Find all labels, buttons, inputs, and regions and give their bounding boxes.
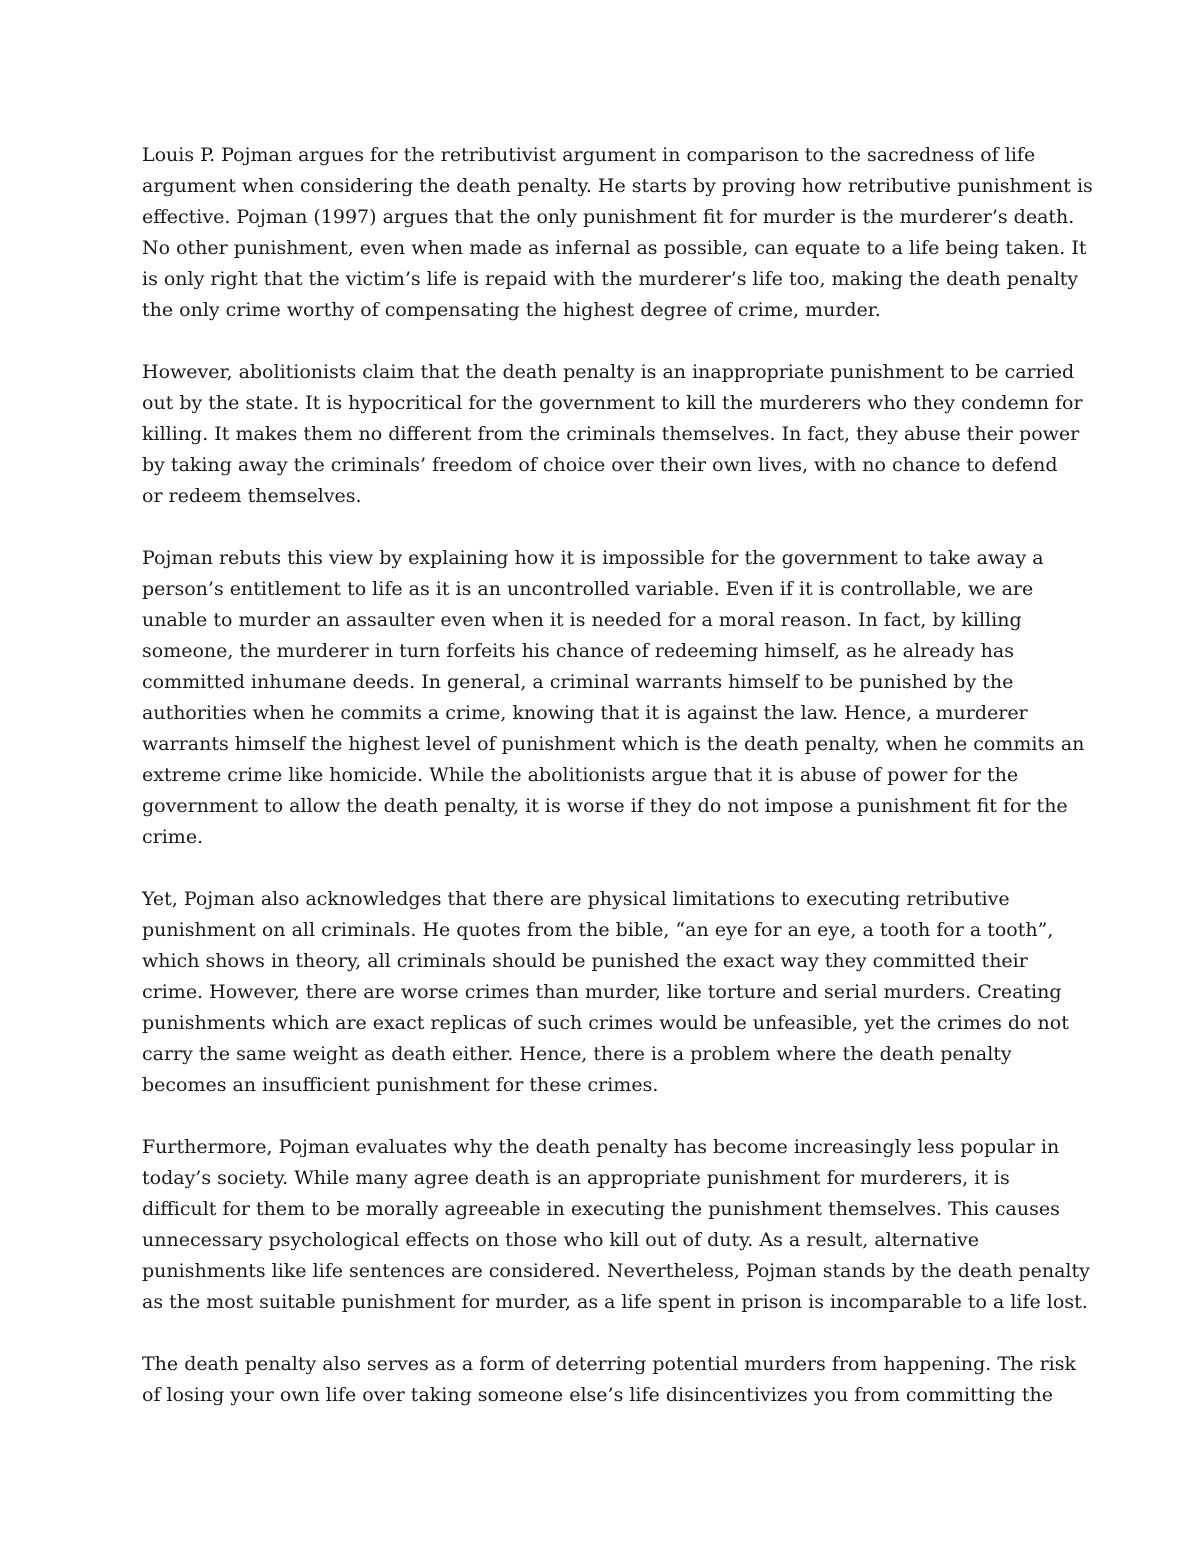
text-line: committed inhumane deeds. In general, a criminal warrants himself to be punished by the	[142, 671, 1014, 693]
text-line: extreme crime like homicide. While the abolitionists argue that it is abuse of power for the	[142, 764, 1019, 786]
text-line: Yet, Pojman also acknowledges that there are physical limitations to executing retributive	[142, 888, 1010, 910]
text-line: carry the same weight as death either. Hence, there is a problem where the death penalty	[142, 1043, 1012, 1065]
text-line: someone, the murderer in turn forfeits his chance of redeeming himself, as he already has	[142, 640, 1014, 662]
text-line: person’s entitlement to life as it is an uncontrolled variable. Even if it is controllable, we are	[142, 578, 1034, 600]
text-line: warrants himself the highest level of punishment which is the death penalty, when he commits an	[142, 733, 1085, 755]
text-line: of losing your own life over taking someone else’s life disincentivizes you from committing the	[142, 1384, 1053, 1406]
text-line: is only right that the victim’s life is repaid with the murderer’s life too, making the death penalty	[142, 268, 1079, 290]
text-line: However, abolitionists claim that the death penalty is an inappropriate punishment to be carried	[142, 361, 1075, 383]
text-line: which shows in theory, all criminals should be punished the exact way they committed their	[142, 950, 1028, 972]
paragraph-5	[142, 1132, 1090, 1318]
text-line: effective. Pojman (1997) argues that the only punishment fit for murder is the murderer’s death.	[142, 206, 1075, 228]
text-line: by taking away the criminals’ freedom of choice over their own lives, with no chance to defend	[142, 454, 1058, 476]
text-line: out by the state. It is hypocritical for the government to kill the murderers who they condemn for	[142, 392, 1083, 414]
text-line: crime.	[142, 826, 204, 848]
paragraph-2	[142, 357, 1083, 512]
text-line: authorities when he commits a crime, knowing that it is against the law. Hence, a murderer	[142, 702, 1028, 724]
text-line: Pojman rebuts this view by explaining how it is impossible for the government to take away a	[142, 547, 1044, 569]
text-line: No other punishment, even when made as infernal as possible, can equate to a life being taken. It	[142, 237, 1087, 259]
paragraph-6	[142, 1349, 1076, 1411]
text-line: crime. However, there are worse crimes than murder, like torture and serial murders. Creating	[142, 981, 1062, 1003]
text-line: argument when considering the death penalty. He starts by proving how retributive punishment is	[142, 175, 1093, 197]
text-line: unnecessary psychological effects on those who kill out of duty. As a result, alternative	[142, 1229, 979, 1251]
document-body	[142, 140, 1093, 1442]
text-line: Louis P. Pojman argues for the retributivist argument in comparison to the sacredness of life	[142, 144, 1036, 166]
text-line: The death penalty also serves as a form of deterring potential murders from happening. The risk	[142, 1353, 1076, 1375]
text-line: punishments like life sentences are considered. Nevertheless, Pojman stands by the death penalty	[142, 1260, 1090, 1282]
text-line: punishment on all criminals. He quotes from the bible, “an eye for an eye, a tooth for a tooth”,	[142, 919, 1054, 941]
text-line: or redeem themselves.	[142, 485, 362, 507]
text-line: killing. It makes them no different from the criminals themselves. In fact, they abuse their power	[142, 423, 1080, 445]
text-line: difficult for them to be morally agreeable in executing the punishment themselves. This causes	[142, 1198, 1060, 1220]
text-line: today’s society. While many agree death is an appropriate punishment for murderers, it is	[142, 1167, 1010, 1189]
text-line: unable to murder an assaulter even when it is needed for a moral reason. In fact, by killing	[142, 609, 1022, 631]
paragraph-4	[142, 884, 1072, 1101]
paragraph-3	[142, 543, 1085, 853]
text-line: as the most suitable punishment for murder, as a life spent in prison is incomparable to a life lost.	[142, 1291, 1088, 1313]
text-line: Furthermore, Pojman evaluates why the death penalty has become increasingly less popular in	[142, 1136, 1060, 1158]
text-line: the only crime worthy of compensating the highest degree of crime, murder.	[142, 299, 881, 321]
text-line: punishments which are exact replicas of such crimes would be unfeasible, yet the crimes do not	[142, 1012, 1069, 1034]
paragraph-1	[142, 140, 1093, 326]
text-line: government to allow the death penalty, it is worse if they do not impose a punishment fit for the	[142, 795, 1068, 817]
text-line: becomes an insufficient punishment for these crimes.	[142, 1074, 659, 1096]
